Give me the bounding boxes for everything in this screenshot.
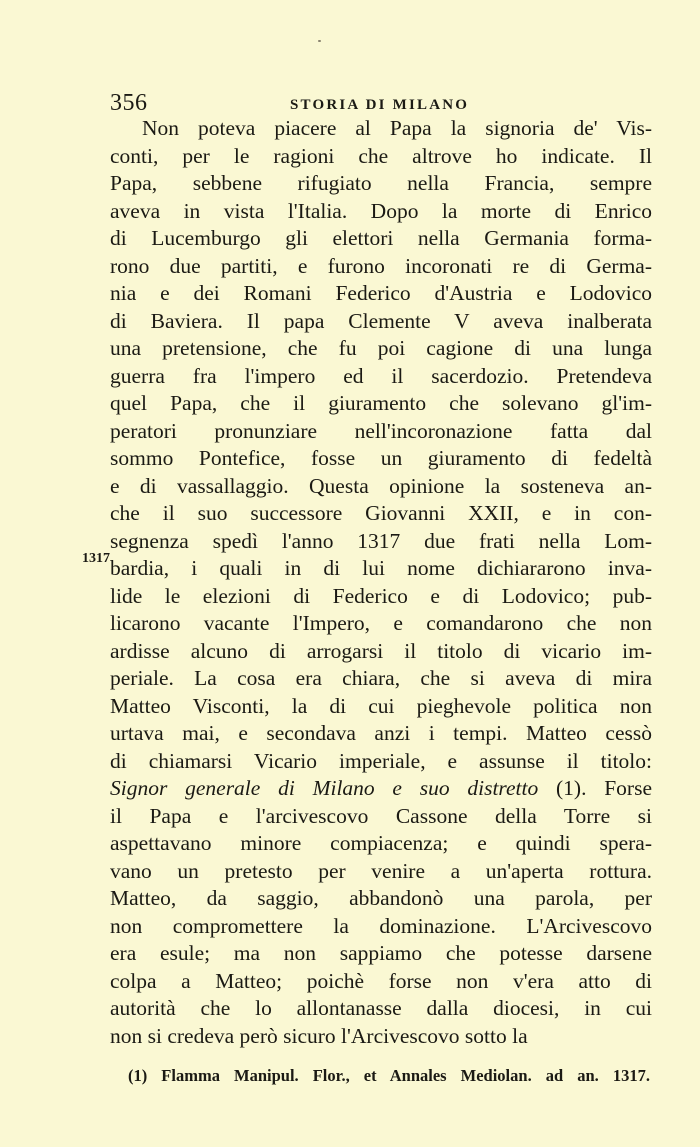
text-line: colpa a Matteo; poichè forse non v'era atto di [110,968,652,993]
text-line: non si credeva però sicuro l'Arcivescovo sotto la [110,1023,528,1048]
body-text [110,115,652,1050]
text-line: urtava mai, e secondava anzi i tempi. Matteo cessò [110,721,652,745]
margin-year-note: 1317 [82,551,110,566]
text-line: peratori pronunziare nell'incoronazione fatta dal [110,418,652,443]
text-line: Matteo Visconti, la di cui pieghevole politica non [110,693,652,718]
page-header [110,88,650,118]
text-line: e di vassallaggio. Questa opinione la sosteneva an- [110,473,652,498]
text-line: Non poteva piacere al Papa la signoria de' Vis- [142,116,652,140]
text-line: non compromettere la dominazione. L'Arcivescovo [110,913,652,938]
italic-line-tail: (1). Forse [538,776,652,800]
text-line: di Baviera. Il papa Clemente V aveva inalberata [110,308,652,333]
italic-title: Signor generale di Milano e suo distretto [110,776,539,800]
paper-speck [318,40,321,42]
text-line: il Papa e l'arcivescovo Cassone della Torre si [110,803,652,828]
text-line: una pretensione, che fu poi cagione di una lunga [110,336,652,360]
text-line: bardia, i quali in di lui nome dichiararono inva- [110,556,652,580]
text-line: che il suo successore Giovanni XXII, e in con- [110,501,652,525]
text-line: Papa, sebbene rifugiato nella Francia, sempre [110,171,652,195]
text-line: guerra fra l'impero ed il sacerdozio. Pretendeva [110,363,652,388]
text-line: nia e dei Romani Federico d'Austria e Lodovico [110,281,652,305]
text-line: sommo Pontefice, fosse un giuramento di fedeltà [110,446,652,470]
text-line: quel Papa, che il giuramento che solevano gl'im- [110,391,652,415]
text-line: aveva in vista l'Italia. Dopo la morte di Enrico [110,198,652,223]
text-line: conti, per le ragioni che altrove ho indicate. Il [110,143,652,168]
text-line: ardisse alcuno di arrogarsi il titolo di vicario im- [110,638,652,663]
running-title: STORIA DI MILANO [290,97,470,113]
text-line: lide le elezioni di Federico e di Lodovico; pub- [110,583,652,608]
text-line: Matteo, da saggio, abbandonò una parola, per [110,886,652,910]
text-line: aspettavano minore compiacenza; e quindi spera- [110,831,652,855]
text-line-with-italic-title [110,775,652,803]
text-line: periale. La cosa era chiara, che si aveva di mira [110,666,652,690]
text-line: di Lucemburgo gli elettori nella Germania forma- [110,226,652,250]
text-line: vano un pretesto per venire a un'aperta rottura. [110,858,652,883]
text-line: di chiamarsi Vicario imperiale, e assunse il titolo: [110,748,652,773]
page-number: 356 [110,90,148,116]
footnote: (1) Flamma Manipul. Flor., et Annales Mediolan. ad an. 1317. [128,1066,650,1085]
text-line: segnenza spedì l'anno 1317 due frati nella Lom- [110,528,652,553]
text-line: rono due partiti, e furono incoronati re di Germa- [110,253,652,278]
text-line: licarono vacante l'Impero, e comandarono che non [110,611,652,635]
text-line: autorità che lo allontanasse dalla diocesi, in cui [110,996,652,1020]
text-line: era esule; ma non sappiamo che potesse darsene [110,941,652,965]
